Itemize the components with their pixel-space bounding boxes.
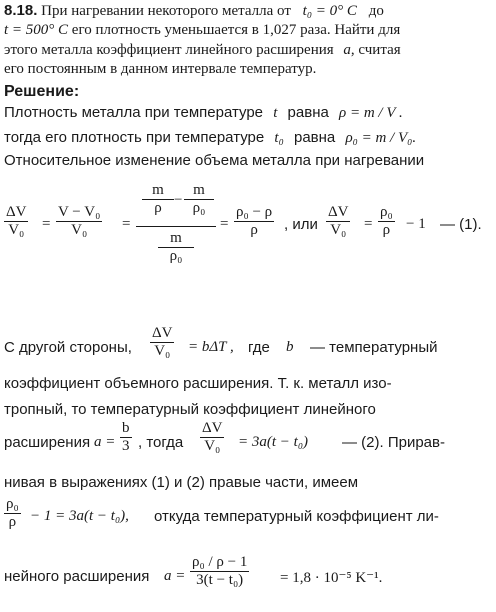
- problem-line-4: [4, 61, 316, 78]
- solution-text-5: коэффициент объемного расширения. Т. к. металл изо-: [4, 375, 392, 392]
- frac-num: ρ₀: [380, 204, 393, 220]
- solution-line-4: [4, 325, 494, 371]
- where-word: где: [248, 339, 270, 356]
- problem-t-expr: t = 500° C: [4, 22, 69, 38]
- frac-num: ρ₀ − ρ: [236, 204, 273, 220]
- inner-frac-2: [184, 182, 214, 217]
- solution-line-8: [4, 474, 358, 491]
- frac-num: ρ₀: [6, 496, 19, 512]
- solution-line-6: [4, 401, 376, 418]
- solution-text-4-end: — температурный: [310, 339, 438, 356]
- minus-one: − 1: [406, 216, 426, 232]
- solution-text-8: нивая в выражениях (1) и (2) правые части, имеем: [4, 474, 359, 491]
- solution-line-9: [4, 496, 494, 536]
- frac-num: ρ₀ / ρ − 1: [192, 554, 248, 570]
- final-result: = 1,8 · 10⁻⁵ K⁻¹.: [280, 570, 383, 586]
- minus-sign: −: [174, 192, 183, 208]
- solution-text-3: Относительное изменение объема металла при нагревании: [4, 152, 425, 169]
- problem-line-3: [4, 42, 401, 59]
- solution-line-7: [4, 420, 494, 466]
- main-fraction-bar: [136, 226, 216, 227]
- problem-a-var: a: [343, 42, 351, 58]
- inner-frac-3: [158, 230, 194, 265]
- inner-num: m: [184, 182, 214, 200]
- solution-heading-text: Решение: [4, 83, 74, 100]
- frac-num: ΔV: [6, 204, 27, 220]
- frac-b-3: [120, 420, 132, 455]
- solution-rho-expr: ρ = m / V .: [339, 105, 403, 121]
- frac-dv-v0-d: [200, 420, 224, 455]
- inner-frac-1: [142, 182, 174, 217]
- frac-den: ρ: [8, 514, 17, 530]
- then-word: , тогда: [138, 434, 184, 451]
- solution-heading-colon: :: [73, 83, 80, 100]
- solution-text-9: откуда температурный коэффициент ли-: [154, 508, 439, 525]
- frac-dv-v0-b: [326, 204, 350, 239]
- frac-num: ΔV: [152, 325, 173, 341]
- eq-sign: =: [42, 216, 51, 232]
- frac-num: ΔV: [328, 204, 349, 220]
- problem-to-word: до: [368, 3, 384, 19]
- inner-num: m: [142, 182, 174, 200]
- solution-rho0-expr: ρ₀ = m / V₀.: [345, 130, 417, 146]
- solution-text-6: тропный, то температурный коэффициент линейного: [4, 401, 376, 418]
- eq-sign: =: [220, 216, 229, 232]
- frac-rho0-rho: [378, 204, 395, 239]
- eq-tag-1: — (1).: [440, 216, 482, 233]
- inner-den: ρ₀: [192, 200, 206, 216]
- a-eq: a =: [94, 434, 116, 450]
- solution-text-2: тогда его плотность при температуре: [4, 129, 265, 146]
- eq-combined: − 1 = 3a(t − t₀),: [30, 508, 129, 524]
- problem-t0-expr: t₀ = 0° C: [302, 3, 357, 19]
- b-delta-t: = bΔT ,: [188, 339, 234, 355]
- frac-v-minus-v0: [56, 204, 102, 239]
- frac-den: 3(t − t₀): [196, 572, 244, 588]
- frac-den: ρ: [250, 222, 258, 238]
- solution-line-3: [4, 152, 424, 169]
- frac-num: ΔV: [202, 420, 223, 436]
- frac-rho0-minus-rho: [234, 204, 274, 239]
- inner-num: m: [158, 230, 194, 248]
- frac-den: V₀: [8, 222, 25, 238]
- frac-den: V₀: [71, 222, 88, 238]
- problem-line-2: [4, 22, 400, 39]
- solution-line-10: [4, 550, 494, 600]
- compound-fraction: [136, 182, 216, 282]
- problem-text-2: его плотность уменьшается в 1,027 раза. Найти для: [71, 22, 401, 38]
- frac-den: V₀: [154, 343, 171, 359]
- eq-sign: =: [364, 216, 373, 232]
- solution-text-1: Плотность металла при температуре: [4, 104, 264, 121]
- solution-text-7: расширения: [4, 434, 91, 451]
- solution-t-var: t: [273, 105, 278, 121]
- a-eq-final: a =: [164, 568, 186, 584]
- problem-text-4: его постоянным в данном интервале температур.: [4, 61, 317, 77]
- frac-rho0-rho-b: [4, 496, 21, 531]
- problem-number: 8.18.: [4, 2, 38, 19]
- frac-den: 3: [122, 438, 130, 454]
- three-a-expr: = 3a(t − t₀): [238, 434, 309, 450]
- frac-dv-v0-c: [150, 325, 174, 360]
- eq-sign: =: [122, 216, 131, 232]
- solution-line-5: [4, 375, 392, 392]
- problem-line-1: [4, 2, 384, 20]
- solution-text-10: нейного расширения: [4, 568, 150, 585]
- solution-line-2: [4, 129, 416, 147]
- solution-text-4: С другой стороны,: [4, 339, 132, 356]
- problem-text-1: При нагревании некоторого металла от: [41, 3, 291, 19]
- frac-den: ρ: [382, 222, 391, 238]
- frac-den: V₀: [204, 438, 221, 454]
- or-word: , или: [284, 216, 318, 233]
- problem-text-3-end: , считая: [350, 42, 401, 58]
- b-var: b: [286, 339, 294, 355]
- problem-text-3: этого металла коэффициент линейного расширения: [4, 42, 334, 58]
- solution-equals-word-2: равна: [293, 129, 336, 146]
- inner-den: ρ: [154, 200, 162, 216]
- frac-num: V − V₀: [58, 204, 101, 220]
- frac-den: V₀: [330, 222, 347, 238]
- solution-line-1: [4, 104, 403, 122]
- frac-num: b: [122, 420, 130, 436]
- inner-den: ρ₀: [169, 248, 183, 264]
- solution-heading: [4, 83, 79, 101]
- frac-dv-v0-a: [4, 204, 28, 239]
- eq-tag-2: — (2). Прирав-: [342, 434, 445, 451]
- solution-t0-var: t₀: [274, 130, 284, 146]
- solution-equals-word-1: равна: [287, 104, 329, 121]
- frac-final: [190, 554, 249, 589]
